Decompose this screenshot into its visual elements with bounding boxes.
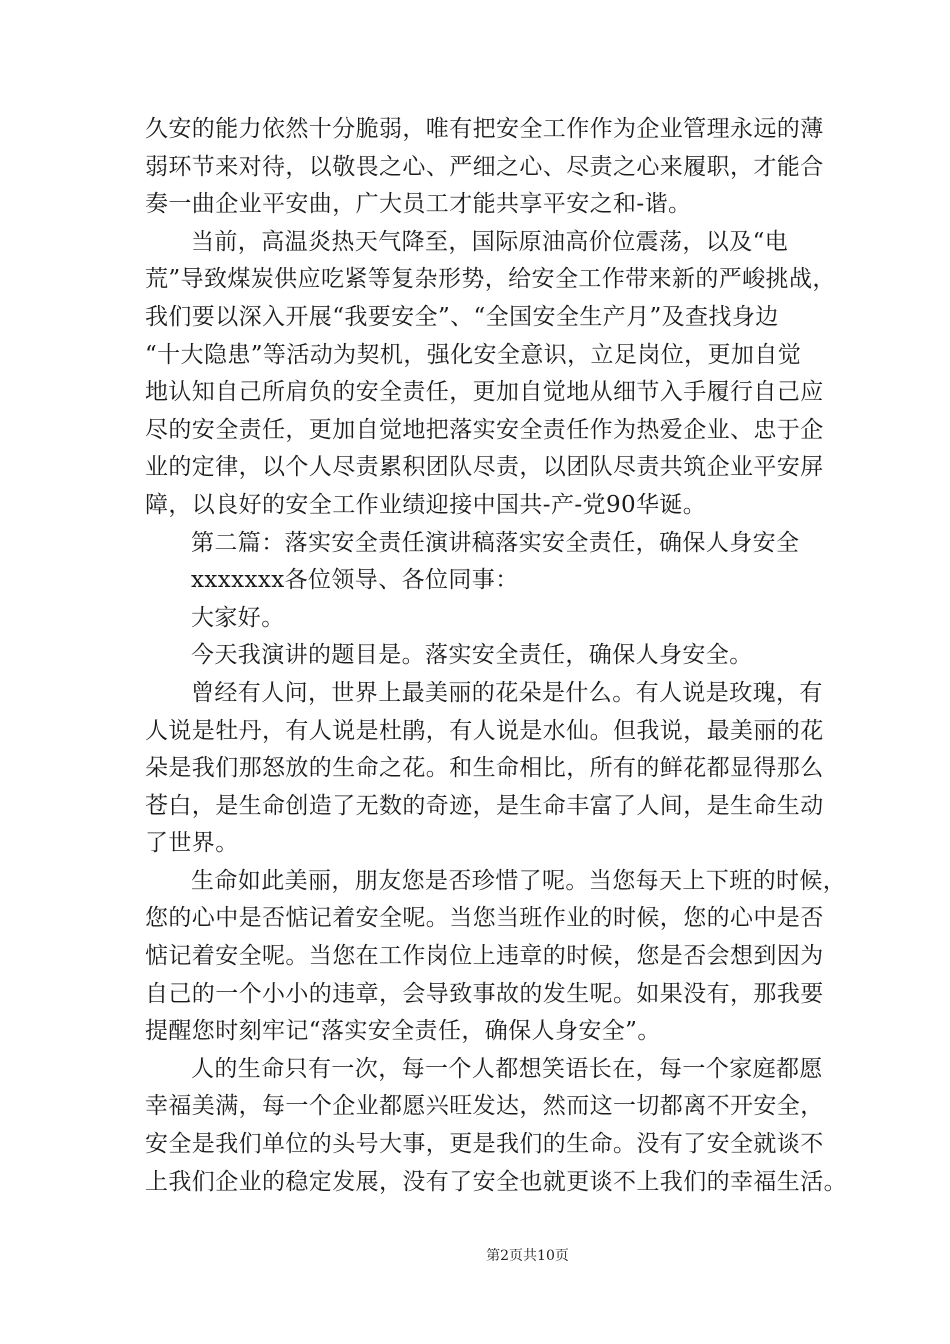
text-line: 苍白，是生命创造了无数的奇迹，是生命丰富了人间，是生命生动 (145, 792, 824, 819)
document-body (145, 111, 847, 1201)
text-line: xxxxxxx各位领导、各位同事： (191, 567, 519, 594)
text-line: 荒”导致煤炭供应吃紧等复杂形势，给安全工作带来新的严峻挑战， (145, 266, 836, 293)
text-line: 障，以良好的安全工作业绩迎接中国共-产-党90华诞。 (145, 491, 707, 518)
text-line: 人的生命只有一次，每一个人都想笑语长在，每一个家庭都愿 (191, 1055, 823, 1082)
page-footer: 第2页共10页 (486, 1248, 569, 1264)
text-line: 人说是牡丹，有人说是杜鹃，有人说是水仙。但我说，最美丽的花 (145, 717, 824, 744)
text-line: 尽的安全责任，更加自觉地把落实安全责任作为热爱企业、忠于企 (145, 416, 824, 443)
text-line: 上我们企业的稳定发展，没有了安全也就更谈不上我们的幸福生活。 (145, 1168, 847, 1195)
text-line: 久安的能力依然十分脆弱，唯有把安全工作作为企业管理永远的薄 (145, 116, 824, 142)
text-line: 生命如此美丽，朋友您是否珍惜了呢。当您每天上下班的时候， (191, 867, 847, 894)
text-line: 奏一曲企业平安曲，广大员工才能共享平安之和-谐。 (145, 191, 692, 218)
text-line: 地认知自己所肩负的安全责任，更加自觉地从细节入手履行自己应 (145, 379, 824, 406)
text-line: 惦记着安全呢。当您在工作岗位上违章的时候，您是否会想到因为 (145, 943, 824, 970)
text-line: 提醒您时刻牢记“落实安全责任，确保人身安全”。 (145, 1018, 661, 1045)
text-line: 弱环节来对待，以敬畏之心、严细之心、尽责之心来履职，才能合 (145, 153, 824, 180)
text-line: 今天我演讲的题目是。落实安全责任，确保人身安全。 (191, 642, 753, 669)
text-line: 我们要以深入开展“我要安全”、“全国安全生产月”及查找身边 (145, 303, 779, 330)
text-line: 自己的一个小小的违章，会导致事故的发生呢。如果没有，那我要 (145, 980, 824, 1007)
text-line: 安全是我们单位的头号大事，更是我们的生命。没有了安全就谈不 (145, 1131, 824, 1158)
text-line: 了世界。 (145, 830, 239, 857)
text-line: 第二篇：落实安全责任演讲稿落实安全责任，确保人身安全 (191, 529, 800, 556)
text-line: 业的定律，以个人尽责累积团队尽责，以团队尽责共筑企业平安屏 (145, 454, 824, 481)
text-line: 幸福美满，每一个企业都愿兴旺发达，然而这一切都离不开安全， (145, 1093, 824, 1120)
text-line: 曾经有人问，世界上最美丽的花朵是什么。有人说是玫瑰，有 (191, 679, 823, 706)
text-line: 您的心中是否惦记着安全呢。当您当班作业的时候，您的心中是否 (145, 905, 824, 932)
text-line: 朵是我们那怒放的生命之花。和生命相比，所有的鲜花都显得那么 (145, 755, 824, 782)
text-line: “十大隐患”等活动为契机，强化安全意识，立足岗位，更加自觉 (145, 341, 802, 368)
text-line: 当前，高温炎热天气降至，国际原油高价位震荡，以及“电 (191, 228, 789, 255)
text-line: 大家好。 (191, 604, 285, 631)
